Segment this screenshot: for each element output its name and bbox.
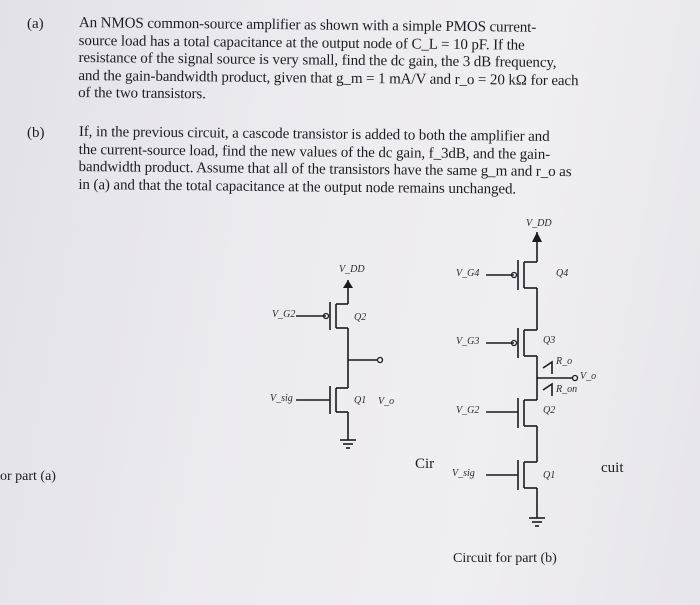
- overlay-right-fragment: cuit: [601, 460, 624, 476]
- circuit-b-vg4-label: V_G4: [456, 268, 480, 279]
- part-b-line: the current-source load, find the new values of the dc gain, f_3dB, and the gain-: [78, 141, 551, 163]
- part-b-line: If, in the previous circuit, a cascode transistor is added to both the amplifier and: [78, 124, 550, 145]
- circuit-a-q2-label: Q2: [354, 312, 367, 323]
- circuit-b-vg3-label: V_G3: [456, 336, 480, 347]
- vdd-arrow-head: [343, 280, 353, 288]
- circuit-b-ro-label: R_o: [556, 356, 573, 367]
- circuit-b-q1-label: Q1: [543, 470, 556, 481]
- overlay-left-fragment: Cir: [415, 456, 435, 472]
- circuit-b-vo-label: V_o: [580, 371, 597, 382]
- circuit-a-vo-label: V_o: [378, 396, 395, 407]
- circuit-a-diagram: [296, 280, 383, 448]
- circuit-a-caption-fragment: or part (a): [0, 469, 56, 484]
- circuit-b-vg2-label: V_G2: [456, 405, 480, 416]
- circuit-b-caption: Circuit for part (b): [453, 551, 557, 566]
- part-a-line: and the gain-bandwidth product, given that g_m = 1 mA/V and r_o = 20 kΩ for each: [78, 67, 579, 89]
- circuit-b-vsig-label: V_sig: [452, 468, 475, 479]
- part-a-line: of the two transistors.: [78, 84, 206, 103]
- circuit-a-vsig-label: V_sig: [270, 393, 293, 404]
- part-a-line: An NMOS common-source amplifier as shown with a simple PMOS current-: [78, 15, 537, 36]
- circuit-a-q1-label: Q1: [354, 395, 367, 406]
- circuit-b-q4-label: Q4: [556, 268, 569, 279]
- part-a-line: source load has a total capacitance at the output node of C_L = 10 pF. If the: [78, 32, 525, 54]
- circuit-a-vg2-label: V_G2: [272, 309, 296, 320]
- part-a-label: (a): [27, 16, 44, 32]
- part-a-line: resistance of the signal source is very small, find the dc gain, the 3 dB frequency,: [78, 49, 557, 72]
- circuit-b-q3-label: Q3: [543, 335, 556, 346]
- circuit-a-vdd-label: V_DD: [339, 264, 365, 275]
- part-b-line: in (a) and that the total capacitance at the output node remains unchanged.: [78, 176, 517, 198]
- part-b-label: (b): [27, 125, 45, 141]
- circuit-b-q2-label: Q2: [543, 405, 556, 416]
- circuit-b-vdd-label: V_DD: [526, 218, 552, 229]
- part-b-line: bandwidth product. Assume that all of the transistors have the same g_m and r_o as: [78, 158, 572, 181]
- circuit-b-ron-label: R_on: [556, 384, 578, 395]
- vdd-arrow-head: [532, 232, 542, 242]
